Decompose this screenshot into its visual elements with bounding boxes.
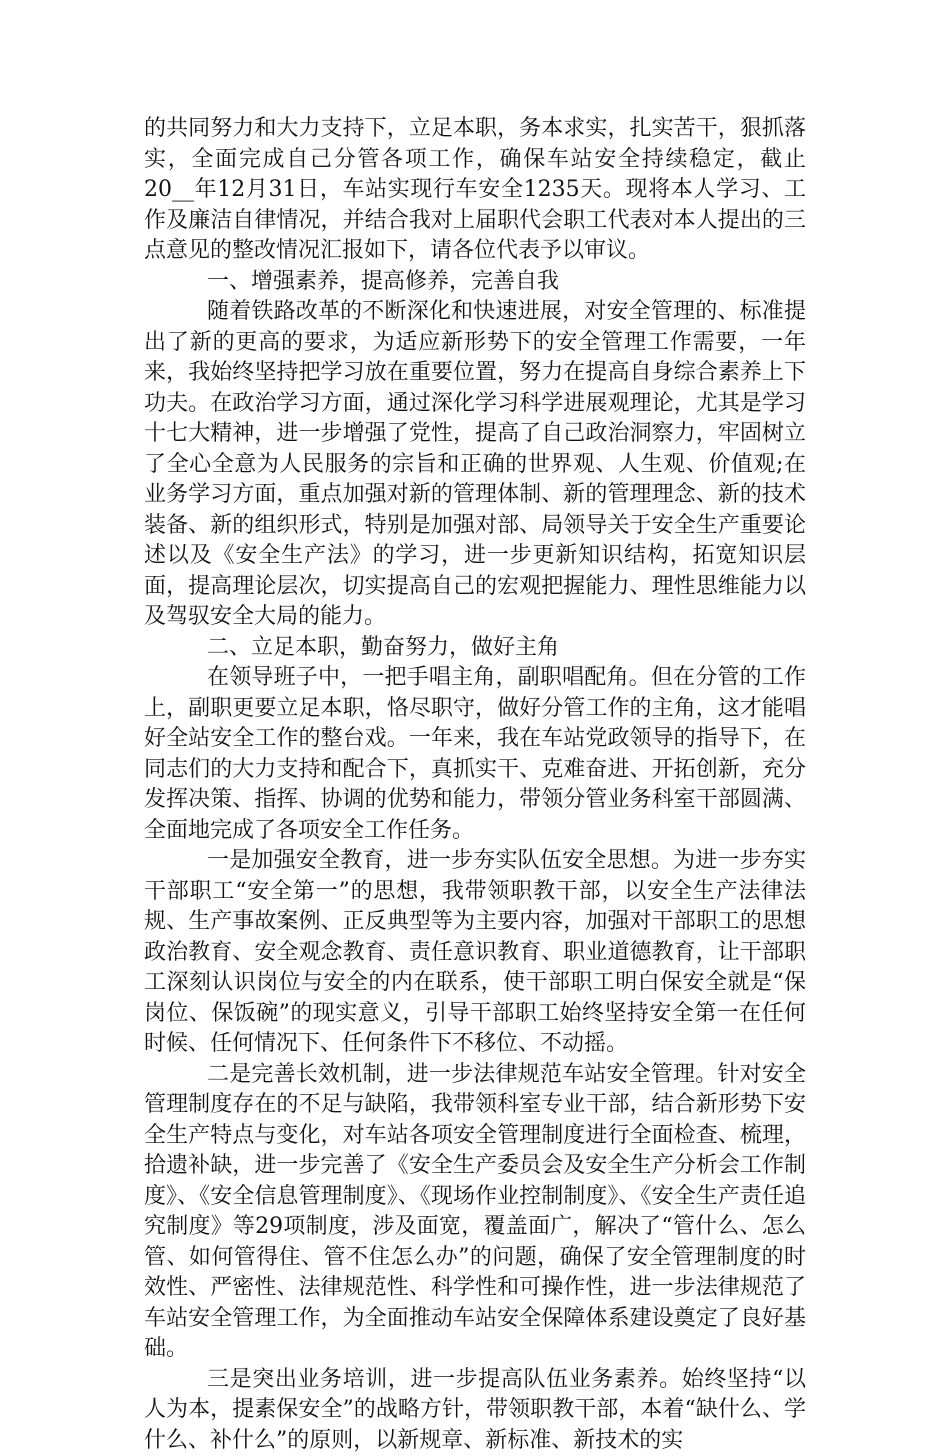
paragraph-study: 随着铁路改革的不断深化和快速进展，对安全管理的、标准提出了新的更高的要求，为适应新形势下的安全管理工作需要，一年来，我始终坚持把学习放在重要位置，努力在提高自身综合素养上下功夫。在政治学习方面，通过深化学习科学进展观理论，尤其是学习十七大精神，进一步增强了党性，提高了自己政治洞察力，牢固树立了全心全意为人民服务的宗旨和正确的世界观、人生观、价值观;在业务学习方面，重点加强对新的管理体制、新的管理理念、新的技术装备、新的组织形式，特别是加强对部、局领导关于安全生产重要论述以及《安全生产法》的学习，进一步更新知识结构，拓宽知识层面，提高理论层次，切实提高自己的宏观把握能力、理性思维能力以及驾驭安全大局的能力。	[144, 297, 806, 633]
section-heading-1: 一、增强素养，提高修养，完善自我	[144, 267, 806, 298]
paragraph-mechanism: 二是完善长效机制，进一步法律规范车站安全管理。针对安全管理制度存在的不足与缺陷，我带领科室专业干部，结合新形势下安全生产特点与变化，对车站各项安全管理制度进行全面检查、梳理，拾遗补缺，进一步完善了《安全生产委员会及安全生产分析会工作制度》、《安全信息管理制度》、《现场作业控制制度》、《安全生产责任追究制度》等29项制度，涉及面宽，覆盖面广，解决了“管什么、怎么管、如何管得住、管不住怎么办”的问题，确保了安全管理制度的时效性、严密性、法律规范性、科学性和可操作性，进一步法律规范了车站安全管理工作，为全面推动车站安全保障体系建设奠定了良好基础。	[144, 1060, 806, 1365]
paragraph-training: 三是突出业务培训，进一步提高队伍业务素养。始终坚持“以人为本，提素保安全”的战略方针，带领职教干部，本着“缺什么、学什么、补什么”的原则，以新规章、新标准、新技术的实	[144, 1365, 806, 1456]
paragraph-role: 在领导班子中，一把手唱主角，副职唱配角。但在分管的工作上，副职更要立足本职，恪尽职守，做好分管工作的主角，这才能唱好全站安全工作的整台戏。一年来，我在车站党政领导的指导下，在同志们的大力支持和配合下，真抓实干、克难奋进、开拓创新，充分发挥决策、指挥、协调的优势和能力，带领分管业务科室干部圆满、全面地完成了各项安全工作任务。	[144, 663, 806, 846]
section-heading-2: 二、立足本职，勤奋努力，做好主角	[144, 633, 806, 664]
paragraph-continuation: 的共同努力和大力支持下，立足本职，务本求实，扎实苦干，狠抓落实，全面完成自己分管各项工作，确保车站安全持续稳定，截止20__年12月31日，车站实现行车安全1235天。现将本人学习、工作及廉洁自律情况，并结合我对上届职代会职工代表对本人提出的三点意见的整改情况汇报如下，请各位代表予以审议。	[144, 114, 806, 267]
document-body	[144, 114, 806, 1456]
paragraph-safety-education: 一是加强安全教育，进一步夯实队伍安全思想。为进一步夯实干部职工“安全第一”的思想，我带领职教干部，以安全生产法律法规、生产事故案例、正反典型等为主要内容，加强对干部职工的思想政治教育、安全观念教育、责任意识教育、职业道德教育，让干部职工深刻认识岗位与安全的内在联系，使干部职工明白保安全就是“保岗位、保饭碗”的现实意义，引导干部职工始终坚持安全第一在任何时候、任何情况下、任何条件下不移位、不动摇。	[144, 846, 806, 1060]
